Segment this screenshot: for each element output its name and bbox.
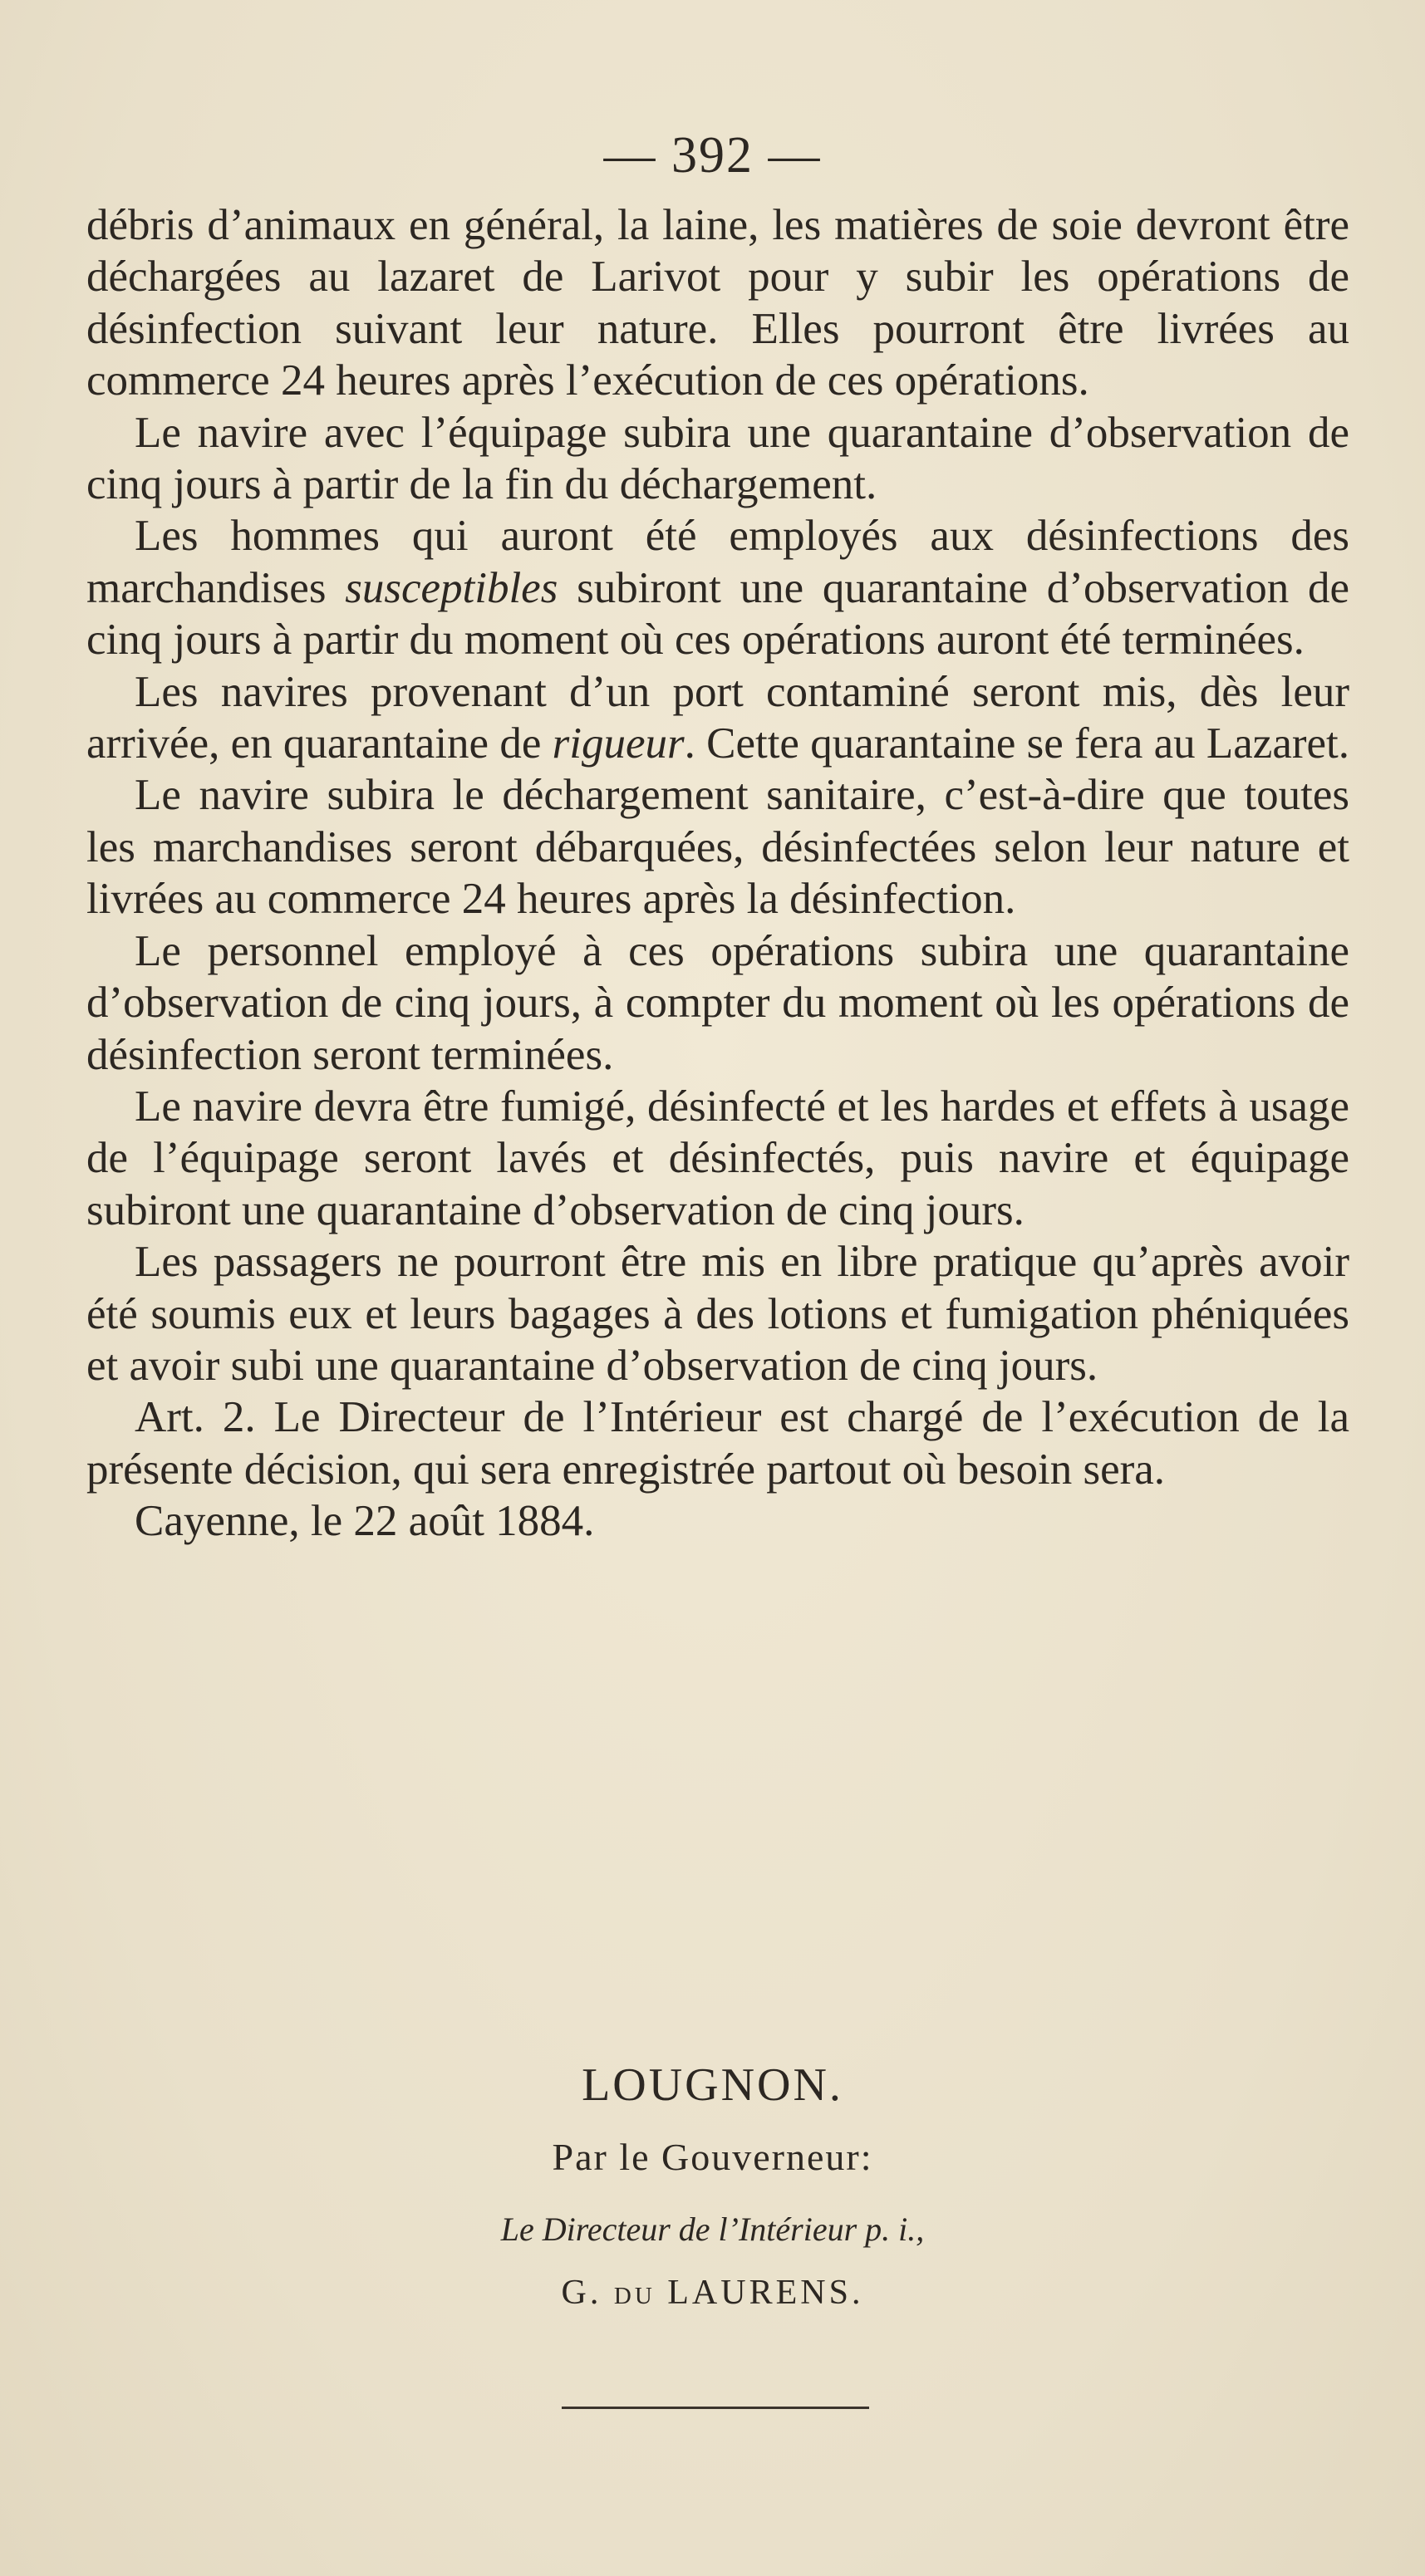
paragraph-3-text: Les hommes qui auront été employés aux désinfections des marchandises susceptibles subiront une quarantaine d’observation de cinq jours à partir du moment où ces opérations auront été terminées. — [86, 512, 1349, 665]
paragraph-4 — [86, 666, 1349, 770]
signature-title: Le Directeur de l’Intérieur p. i., — [500, 2210, 925, 2248]
paragraph-5: Le navire subira le déchargement sanitaire, c’est-à-dire que toutes les marchandises seront débarquées, désinfectées selon leur nature et livrées au commerce 24 heures après la désinfection. — [86, 771, 1349, 924]
body-text — [86, 199, 1349, 1548]
paragraph-2: Le navire avec l’équipage subira une quarantaine d’observation de cinq jours à partir de la fin du déchargement. — [86, 408, 1349, 509]
signatory-name: LOUGNON. — [582, 2059, 843, 2111]
paragraph-8: Les passagers ne pourront être mis en libre pratique qu’après avoir été soumis eux et leurs bagages à des lotions et fumigation phéniquées et avoir subi une quarantaine d’observation de cinq jours. — [86, 1238, 1349, 1390]
paragraph-6: Le personnel employé à ces opérations subira une quarantaine d’observation de cinq jours, à compter du moment où les opérations de désinfection seront terminées. — [86, 926, 1349, 1079]
closing-rule — [562, 2407, 869, 2409]
date-line: Cayenne, le 22 août 1884. — [135, 1497, 595, 1546]
paragraph-1: débris d’animaux en général, la laine, les matières de soie devront être déchargées au lazaret de Larivot pour y subir les opérations de désinfection suivant leur nature. Elles pourront être livrées au commerce 24 heures après l’exécution de ces opérations. — [86, 201, 1349, 405]
emphasis-rigueur: rigueur — [552, 719, 685, 768]
paragraph-4-text: Les navires provenant d’un port contaminé seront mis, dès leur arrivée, en quarantaine de rigueur. Cette quarantaine se fera au Lazaret. — [86, 667, 1350, 768]
paragraph-3 — [86, 510, 1349, 665]
page-number: — 392 — — [603, 127, 822, 184]
paragraph-7: Le navire devra être fumigé, désinfecté et les hardes et effets à usage de l’équipage seront lavés et désinfectés, puis navire et équipage subiront une quarantaine d’observation de cinq jours. — [86, 1082, 1349, 1234]
paragraph-9-article: Art. 2. Le Directeur de l’Intérieur est chargé de l’exécution de la présente décision, qui sera enregistrée partout où besoin sera. — [86, 1393, 1349, 1494]
signature-by-line: Par le Gouverneur: — [552, 2136, 873, 2178]
signature-signer: G. du LAURENS. — [561, 2274, 864, 2312]
emphasis-susceptibles: susceptibles — [345, 563, 558, 612]
